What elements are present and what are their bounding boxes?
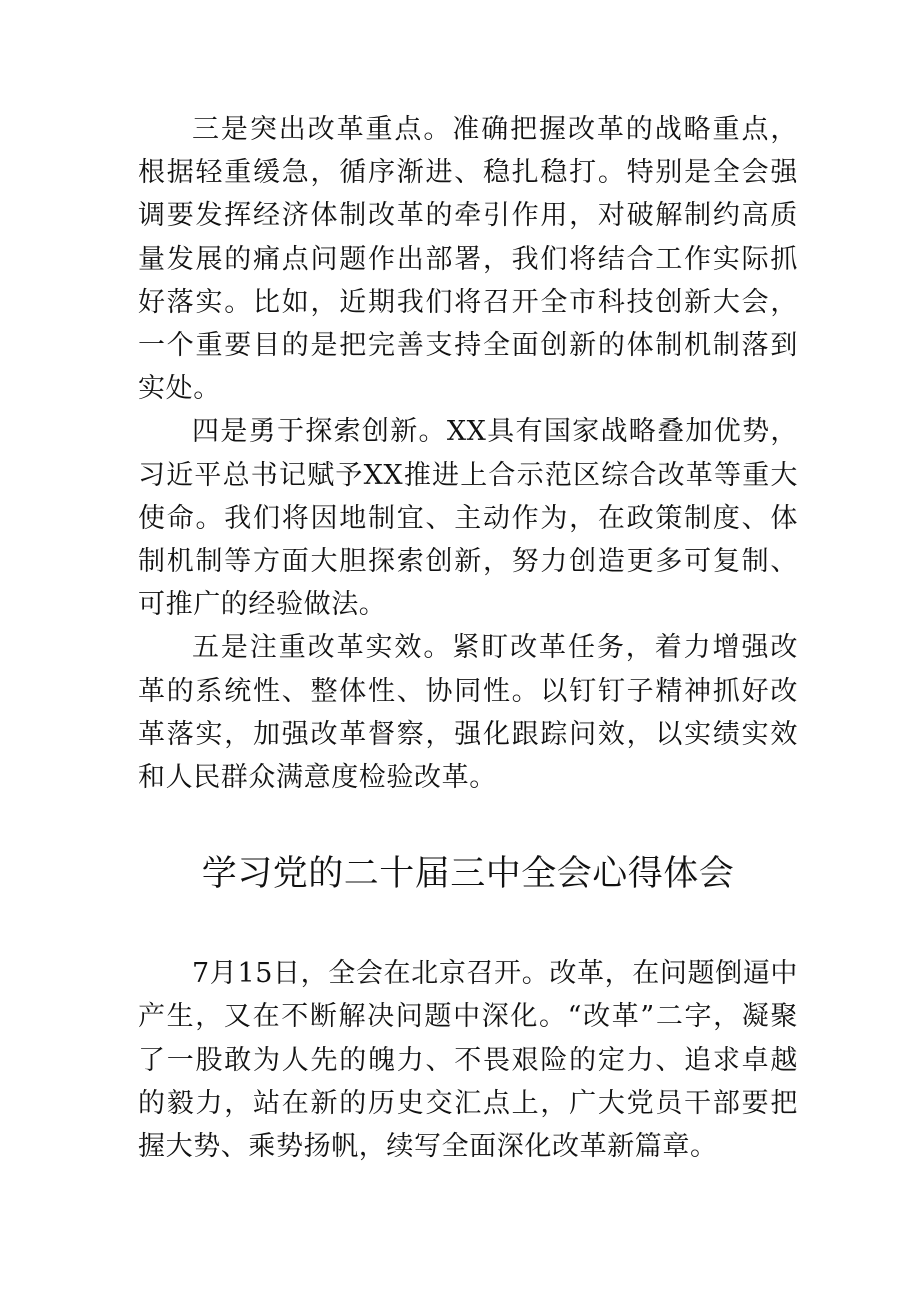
paragraph-reform-focus: 三是突出改革重点。准确把握改革的战略重点，根据轻重缓急，循序渐进、稳扎稳打。特别是全会强调要发挥经济体制改革的牵引作用，对破解制约高质量发展的痛点问题作出部署，我们将结合工作实际抓好落实。比如，近期我们将召开全市科技创新大会，一个重要目的是把完善支持全面创新的体制机制落到实处。 xyxy=(138,114,798,405)
document-title: 学习党的二十届三中全会心得体会 xyxy=(201,854,735,895)
paragraph-plenary-session: 7月15日，全会在北京召开。改革，在问题倒逼中产生，又在不断解决问题中深化。“改革”二字，凝聚了一股敢为人先的魄力、不畏艰险的定力、追求卓越的毅力，站在新的历史交汇点上，广大党员干部要把握大势、乘势扬帆，续写全面深化改革新篇章。 xyxy=(138,958,798,1163)
paragraph-reform-effectiveness: 五是注重改革实效。紧盯改革任务，着力增强改革的系统性、整体性、协同性。以钉钉子精神抓好改革落实，加强改革督察，强化跟踪问效，以实绩实效和人民群众满意度检验改革。 xyxy=(138,632,798,794)
document-page xyxy=(138,108,798,1168)
paragraph-explore-innovation: 四是勇于探索创新。XX具有国家战略叠加优势，习近平总书记赋予XX推进上合示范区综合改革等重大使命。我们将因地制宜、主动作为，在政策制度、体制机制等方面大胆探索创新，努力创造更多可复制、可推广的经验做法。 xyxy=(138,416,798,621)
